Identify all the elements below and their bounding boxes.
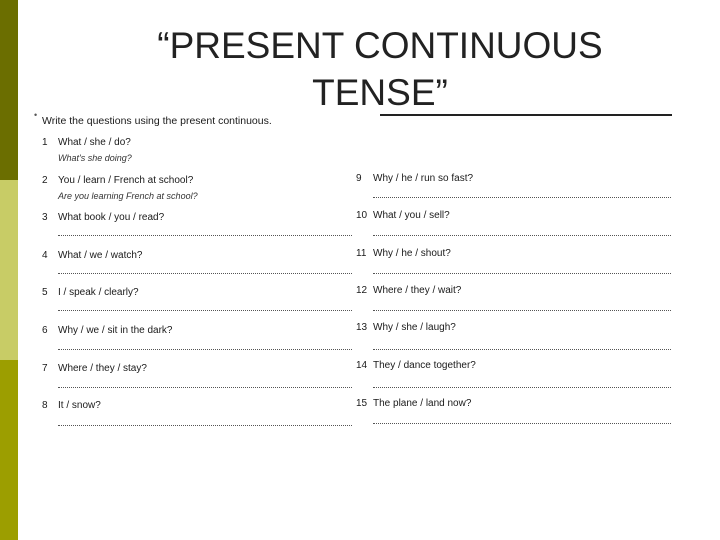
- answer-line: [58, 310, 352, 311]
- item-number: 12: [356, 285, 368, 296]
- item-number: 2: [42, 175, 48, 186]
- slide-title-line-1: “PRESENT CONTINUOUS: [157, 25, 603, 66]
- answer-line: [373, 423, 671, 424]
- item-prompt: The plane / land now?: [373, 398, 472, 409]
- item-example-answer: Are you learning French at school?: [58, 191, 198, 201]
- item-number: 11: [356, 248, 367, 259]
- worksheet-instruction: Write the questions using the present continuous.: [42, 115, 272, 127]
- item-prompt: Why / we / sit in the dark?: [58, 325, 173, 336]
- item-prompt: Why / she / laugh?: [373, 322, 456, 333]
- item-number: 8: [42, 400, 48, 411]
- item-prompt: I / speak / clearly?: [58, 287, 139, 298]
- answer-line: [373, 273, 671, 274]
- item-prompt: What / you / sell?: [373, 210, 450, 221]
- item-number: 6: [42, 325, 48, 336]
- item-prompt: Where / they / stay?: [58, 363, 147, 374]
- answer-line: [373, 387, 671, 388]
- item-number: 10: [356, 210, 368, 221]
- accent-bar-bottom: [0, 360, 18, 540]
- title-underline: [380, 114, 672, 116]
- item-prompt: What / she / do?: [58, 137, 131, 148]
- item-number: 7: [42, 363, 48, 374]
- answer-line: [58, 387, 352, 388]
- item-number: 1: [42, 137, 48, 148]
- accent-bar-top: [0, 0, 18, 180]
- item-prompt: They / dance together?: [373, 360, 476, 371]
- item-number: 3: [42, 212, 48, 223]
- item-number: 14: [356, 360, 368, 371]
- worksheet-mark: •: [34, 110, 38, 120]
- item-number: 13: [356, 322, 368, 333]
- answer-line: [58, 425, 352, 426]
- item-prompt: You / learn / French at school?: [58, 175, 194, 186]
- item-number: 4: [42, 250, 48, 261]
- answer-line: [58, 273, 352, 274]
- item-number: 5: [42, 287, 48, 298]
- item-prompt: What book / you / read?: [58, 212, 165, 223]
- answer-line: [58, 349, 352, 350]
- item-prompt: It / snow?: [58, 400, 101, 411]
- item-number: 9: [356, 173, 362, 184]
- slide-title: [80, 22, 680, 116]
- item-prompt: Where / they / wait?: [373, 285, 462, 296]
- answer-line: [373, 310, 671, 311]
- answer-line: [373, 197, 671, 198]
- answer-line: [58, 235, 352, 236]
- item-number: 15: [356, 398, 368, 409]
- item-prompt: What / we / watch?: [58, 250, 143, 261]
- item-example-answer: What's she doing?: [58, 153, 132, 163]
- answer-line: [373, 235, 671, 236]
- slide-title-line-2: TENSE”: [312, 72, 448, 113]
- accent-bar-middle: [0, 180, 18, 360]
- item-prompt: Why / he / shout?: [373, 248, 451, 259]
- item-prompt: Why / he / run so fast?: [373, 173, 474, 184]
- answer-line: [373, 349, 671, 350]
